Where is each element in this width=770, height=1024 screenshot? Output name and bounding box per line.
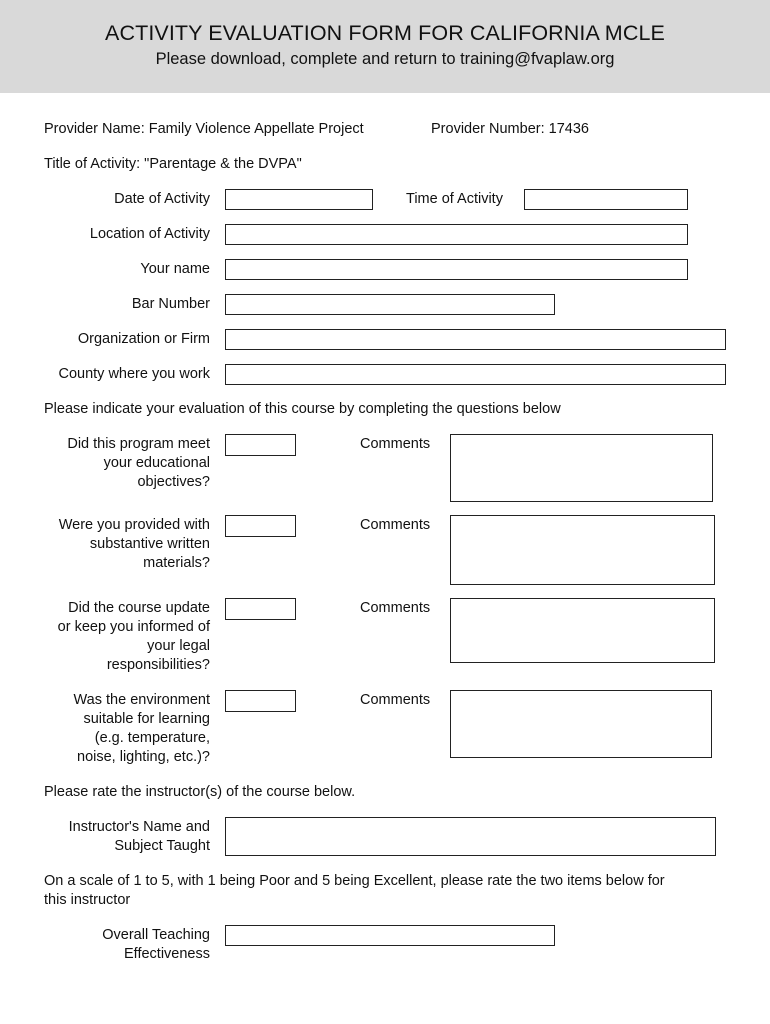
overall-teaching-label: Overall Teaching Effectiveness <box>102 927 210 962</box>
rating-scale-instructions: On a scale of 1 to 5, with 1 being Poor and 5 being Excellent, please rate the two items below for this instructor <box>44 873 665 908</box>
organization-input[interactable] <box>225 329 726 350</box>
question-1-comments-label: Comments <box>360 436 431 452</box>
form-subtitle: Please download, complete and return to training@fvaplaw.org <box>155 50 615 68</box>
instructor-intro: Please rate the instructor(s) of the course below. <box>44 784 356 800</box>
question-4-label: Was the environment suitable for learning (e.g. temperature, noise, lighting, etc.)? <box>73 692 210 765</box>
question-4-rating[interactable] <box>225 690 296 712</box>
your-name-input[interactable] <box>225 259 688 280</box>
question-4-comments[interactable] <box>450 690 712 758</box>
your-name-label: Your name <box>140 261 210 277</box>
location-input[interactable] <box>225 224 688 245</box>
form-header <box>0 0 770 93</box>
county-label: County where you work <box>58 366 210 382</box>
organization-label: Organization or Firm <box>77 331 210 347</box>
time-label: Time of Activity <box>406 191 503 207</box>
overall-teaching-input[interactable] <box>225 925 555 946</box>
question-2-label: Were you provided with substantive written materials? <box>58 517 210 571</box>
question-1-rating[interactable] <box>225 434 296 456</box>
question-1-label: Did this program meet your educational objectives? <box>67 436 210 490</box>
question-1-comments[interactable] <box>450 434 713 502</box>
activity-title: Title of Activity: "Parentage & the DVPA" <box>44 156 302 172</box>
question-3-comments-label: Comments <box>360 600 431 616</box>
evaluation-intro: Please indicate your evaluation of this course by completing the questions below <box>44 401 561 417</box>
county-input[interactable] <box>225 364 726 385</box>
instructor-name-input[interactable] <box>225 817 716 856</box>
question-2-comments[interactable] <box>450 515 715 585</box>
question-3-label: Did the course update or keep you informed of your legal responsibilities? <box>57 600 210 673</box>
instructor-name-label: Instructor's Name and Subject Taught <box>68 819 210 854</box>
date-label: Date of Activity <box>114 191 210 207</box>
location-label: Location of Activity <box>89 226 210 242</box>
form-title: ACTIVITY EVALUATION FORM FOR CALIFORNIA MCLE <box>105 21 665 45</box>
question-3-rating[interactable] <box>225 598 296 620</box>
time-input[interactable] <box>524 189 688 210</box>
date-input[interactable] <box>225 189 373 210</box>
bar-number-label: Bar Number <box>131 296 210 312</box>
question-2-rating[interactable] <box>225 515 296 537</box>
provider-number: Provider Number: 17436 <box>431 121 589 137</box>
question-3-comments[interactable] <box>450 598 715 663</box>
question-4-comments-label: Comments <box>360 692 431 708</box>
question-2-comments-label: Comments <box>360 517 431 533</box>
bar-number-input[interactable] <box>225 294 555 315</box>
provider-name: Provider Name: Family Violence Appellate Project <box>44 121 364 137</box>
